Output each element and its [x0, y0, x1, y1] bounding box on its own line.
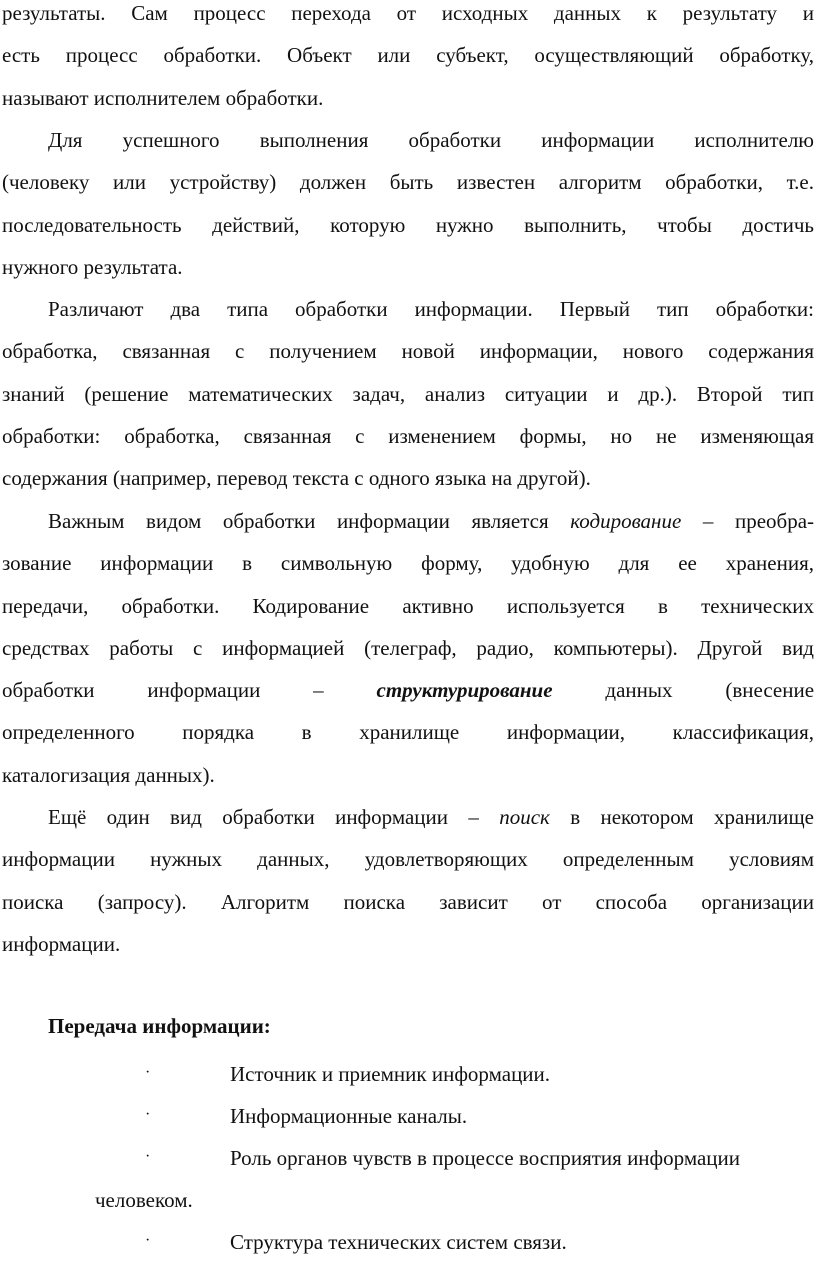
list-item: Информационные каналы.: [230, 1104, 468, 1128]
text-line: обработки информации – структурирование данных (внесение: [2, 678, 815, 703]
bullet-dot: ·: [145, 1232, 151, 1249]
text-line: информации.: [2, 931, 121, 956]
text-line: определенного порядка в хранилище информации, классификация,: [2, 720, 814, 745]
text-line: Важным видом обработки информации является кодирование – преобра-: [48, 509, 815, 533]
text-line: нужного результата.: [2, 254, 183, 279]
text-line: (человеку или устройству) должен быть известен алгоритм обработки, т.е.: [2, 170, 814, 195]
bullet-dot: ·: [145, 1064, 151, 1081]
term-search: поиск: [499, 805, 550, 829]
text-line: последовательность действий, которую нужно выполнить, чтобы достичь: [2, 212, 814, 237]
list-item: Источник и приемник информации.: [230, 1062, 551, 1086]
term-structuring: структурирование: [376, 678, 553, 703]
text-line: называют исполнителем обработки.: [2, 85, 324, 110]
text-line: обработки: обработка, связанная с изменением формы, но не изменяющая: [2, 423, 814, 448]
text-line: средствах работы с информацией (телеграф, радио, компьютеры). Другой вид: [2, 635, 814, 660]
text-line: Различают два типа обработки информации. Первый тип обработки:: [48, 297, 814, 321]
text-line: Для успешного выполнения обработки информации исполнителю: [48, 128, 814, 152]
text-line: результаты. Сам процесс перехода от исходных данных к результату и: [2, 1, 814, 25]
section-heading: Передача информации:: [48, 1014, 271, 1038]
bullet-dot: ·: [145, 1106, 151, 1123]
text-line: зование информации в символьную форму, удобную для ее хранения,: [2, 551, 814, 576]
text-line: обработка, связанная с получением новой информации, нового содержания: [2, 339, 814, 364]
term-coding: кодирование: [570, 509, 682, 533]
text-line: знаний (решение математических задач, анализ ситуации и др.). Второй тип: [2, 381, 814, 406]
text-line: есть процесс обработки. Объект или субъект, осуществляющий обработку,: [2, 43, 814, 68]
text-line: Ещё один вид обработки информации – поиск в некотором хранилище: [48, 805, 814, 829]
list-item: Структура технических систем связи.: [230, 1230, 567, 1254]
paragraph-1: [2, 0, 814, 119]
paragraph-2: [2, 119, 814, 288]
text-line: каталогизация данных).: [2, 762, 215, 787]
list-item: Роль органов чувств в процессе восприятия информации: [230, 1146, 741, 1170]
paragraph-4: [2, 500, 814, 796]
list-item-continuation: человеком.: [95, 1188, 193, 1212]
text-line: информации нужных данных, удовлетворяющих определенным условиям: [2, 847, 814, 872]
text-line: поиска (запросу). Алгоритм поиска зависит от способа организации: [2, 889, 814, 914]
paragraph-3: [2, 288, 814, 499]
text-line: передачи, обработки. Кодирование активно используется в технических: [2, 593, 814, 618]
text-line: содержания (например, перевод текста с одного языка на другой).: [2, 466, 591, 491]
paragraph-5: [2, 796, 814, 965]
bullet-dot: ·: [145, 1148, 151, 1165]
